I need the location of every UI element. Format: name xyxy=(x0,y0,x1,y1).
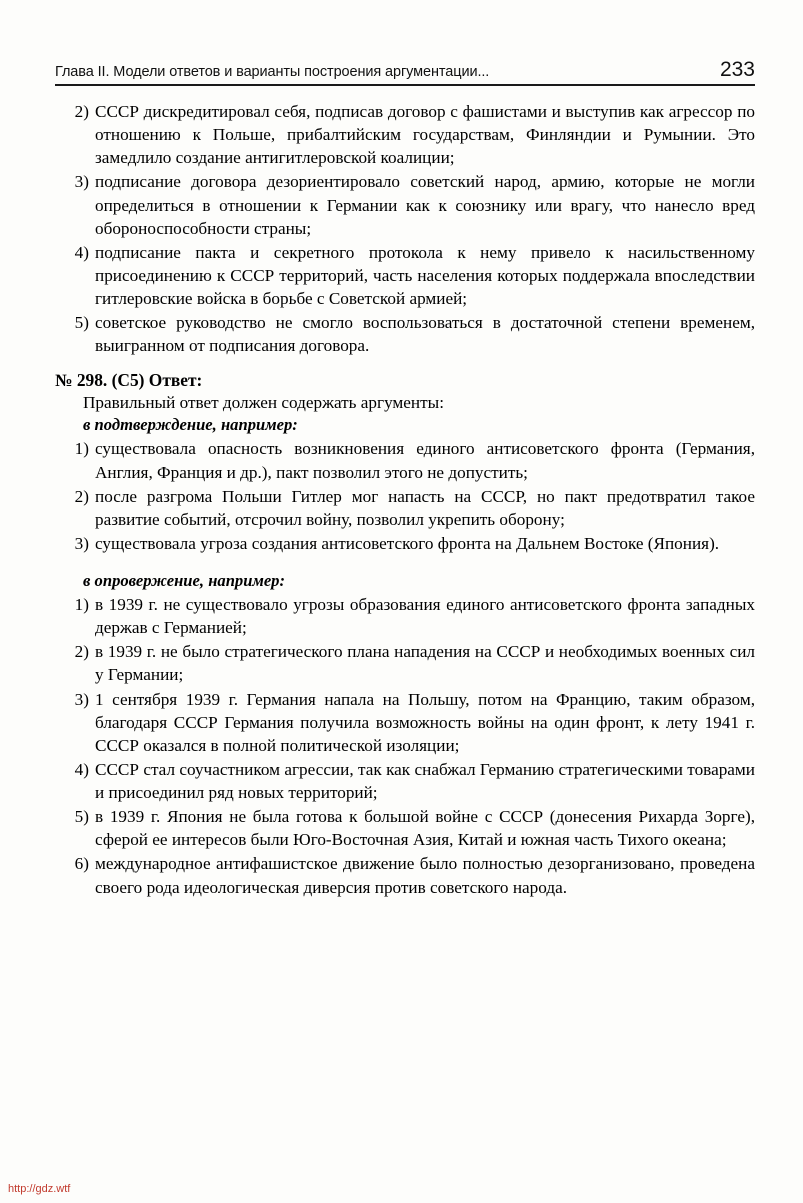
list-item xyxy=(55,311,755,357)
list-item xyxy=(55,532,755,555)
list-item-text: подписание договора дезориентировало советский народ, армию, которые не могли определиться в отношении к Германии как к союзнику или врагу, что нанесло вред обороноспособности страны; xyxy=(95,172,755,238)
list-item xyxy=(55,437,755,483)
list-marker: 3) xyxy=(74,172,89,192)
task-lead: Правильный ответ должен содержать аргументы: xyxy=(83,393,444,413)
list-marker: 2) xyxy=(74,102,89,121)
page-number: 233 xyxy=(719,58,755,81)
list-marker: 2) xyxy=(74,486,89,506)
header-divider xyxy=(55,84,755,86)
subhead-refute: в опровержение, например: xyxy=(83,571,286,590)
list-marker: 1) xyxy=(74,595,89,614)
consequences-list xyxy=(55,100,755,357)
list-marker: 5) xyxy=(74,807,89,827)
list-item xyxy=(55,688,755,757)
list-marker: 4) xyxy=(74,759,89,779)
list-item-text: СССР стал соучастником агрессии, так как снабжал Германию стратегическими товарами и присоединил ряд новых территорий; xyxy=(95,759,755,802)
list-item xyxy=(55,170,755,239)
list-marker: 3) xyxy=(74,533,89,553)
list-marker: 2) xyxy=(74,642,89,662)
list-item-text: в 1939 г. не было стратегического плана нападения на СССР и необходимых военных сил у Германии; xyxy=(95,642,755,685)
list-item xyxy=(55,485,755,531)
list-marker: 5) xyxy=(74,313,89,333)
subhead-support: в подтверждение, например: xyxy=(83,415,298,435)
support-arguments-list xyxy=(55,437,755,555)
list-item xyxy=(55,758,755,804)
list-item-text: советское руководство не смогло воспользоваться в достаточной степени временем, выигранном от подписания договора. xyxy=(95,313,755,356)
list-item xyxy=(55,852,755,898)
list-item-text: существовала опасность возникновения единого антисоветского фронта (Германия, Англия, Франция и др.), пакт позволил этого не допустить; xyxy=(95,439,755,482)
list-marker: 6) xyxy=(74,854,89,874)
list-marker: 3) xyxy=(74,689,89,709)
list-item xyxy=(55,805,755,851)
list-item xyxy=(55,640,755,686)
list-item xyxy=(55,241,755,310)
list-item-text: подписание пакта и секретного протокола к нему привело к насильственному присоединению к СССР территорий, часть населения которых поддержала впоследствии гитлеровские войска в борьбе с Советской армией; xyxy=(95,242,755,308)
list-item-text: международное антифашистское движение было полностью дезорганизовано, проведена своего рода идеологическая диверсия против советского народа. xyxy=(95,854,755,897)
list-item-text: 1 сентября 1939 г. Германия напала на Польшу, потом на Францию, таким образом, благодаря СССР Германия получила возможность войны на один фронт, к лету 1941 г. СССР оказался в полной политической изоляции; xyxy=(95,689,755,755)
refute-arguments-list xyxy=(55,593,755,899)
list-marker: 4) xyxy=(74,242,89,262)
running-head-title: Глава II. Модели ответов и варианты построения аргументации... xyxy=(55,64,490,80)
list-item-text: в 1939 г. Япония не была готова к большой войне с СССР (донесения Рихарда Зорге), сферой ее интересов были Юго-Восточная Азия, Китай и южная часть Тихого океана; xyxy=(95,807,755,850)
list-marker: 1) xyxy=(74,439,89,459)
list-item xyxy=(55,100,755,169)
list-item-text: существовала угроза создания антисоветского фронта на Дальнем Востоке (Япония). xyxy=(95,533,720,553)
list-item-text: в 1939 г. не существовало угрозы образования единого антисоветского фронта западных держав с Германией; xyxy=(95,595,755,638)
task-title: № 298. (С5) Ответ: xyxy=(55,370,203,391)
list-item-text: СССР дискредитировал себя, подписав договор с фашистами и выступив как агрессор по отношению к Польше, прибалтийским государствам, Финляндии и Румынии. Это замедлило создание антигитлеровской коалиции; xyxy=(95,102,755,168)
page-content xyxy=(55,100,755,900)
page-header xyxy=(55,58,755,82)
list-item xyxy=(55,593,755,639)
watermark-link[interactable]: http://gdz.wtf xyxy=(8,1183,71,1195)
list-item-text: после разгрома Польши Гитлер мог напасть на СССР, но пакт предотвратил такое развитие событий, отсрочил войну, позволил укрепить оборону; xyxy=(95,486,755,529)
